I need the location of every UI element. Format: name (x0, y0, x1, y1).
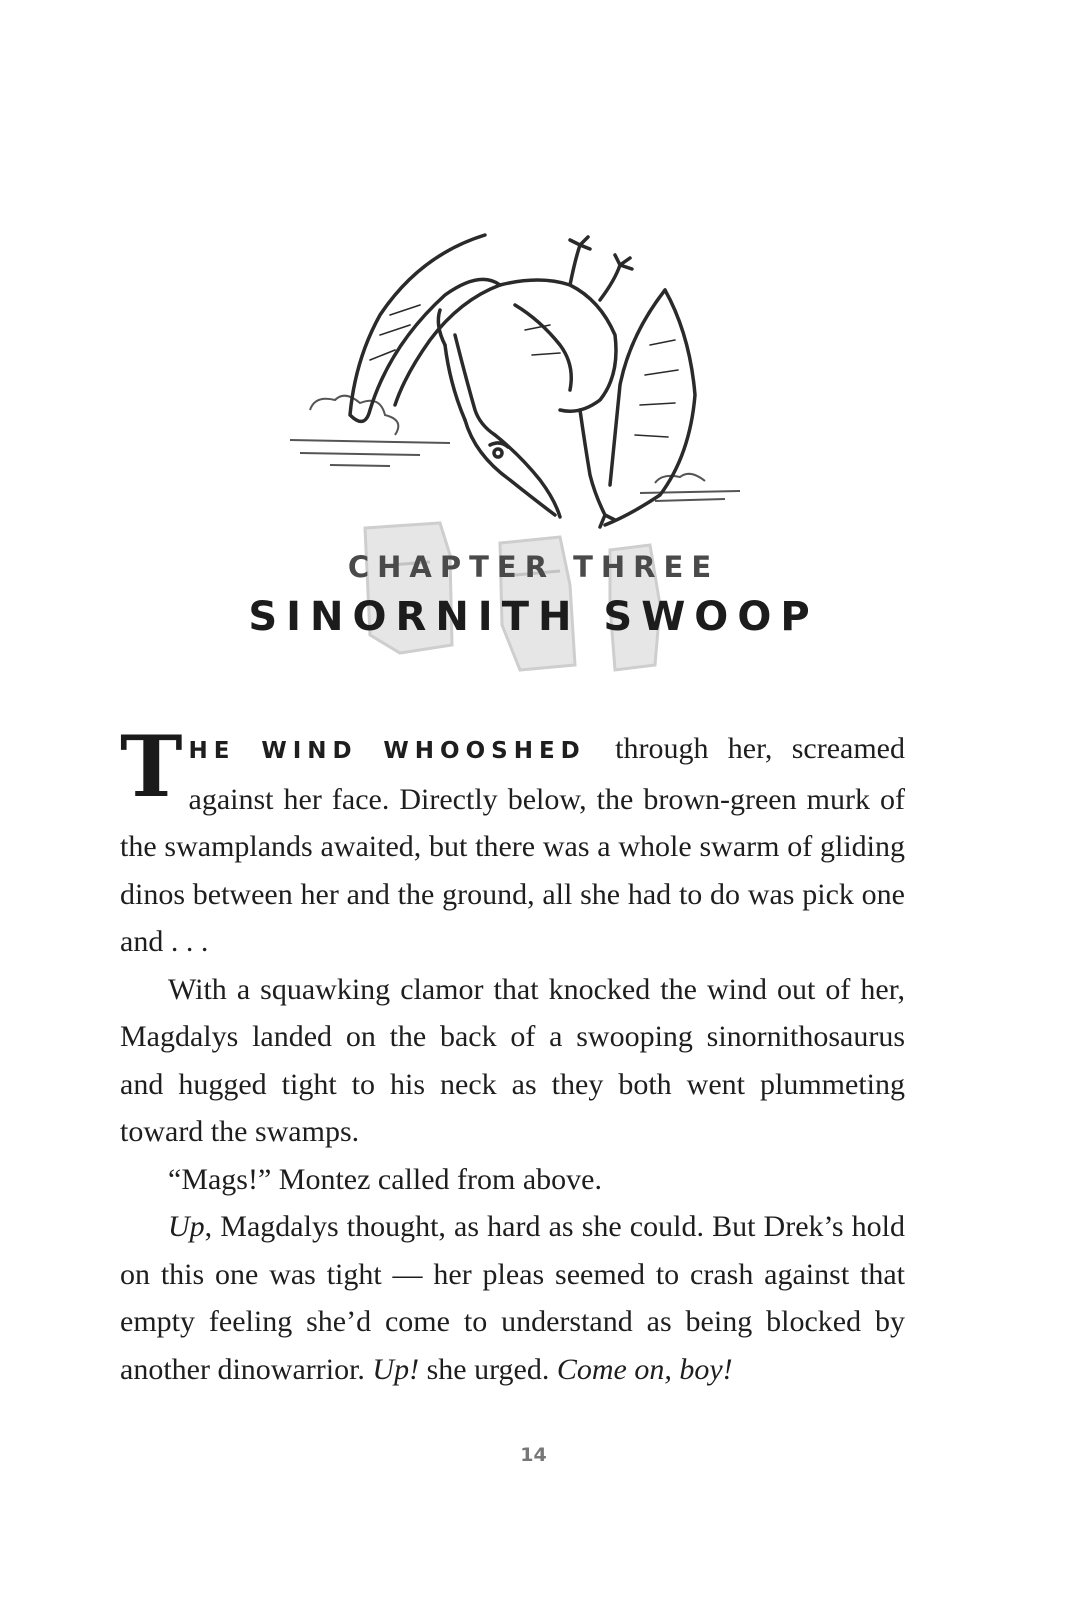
italic-up-exclaim: Up! (372, 1352, 420, 1386)
pterosaur-body (350, 235, 695, 527)
italic-up: Up (168, 1210, 205, 1243)
paragraph-4-text-1: , Magdalys thought, as hard as she could. But Drek’s hold on this one was tight — her pleas seemed to crash against that empty feeling she’d come to understand as being blocked by another dinowarrior. (120, 1210, 905, 1386)
page-number: 14 (520, 1444, 547, 1466)
paragraph-3: “Mags!” Montez called from above. (168, 1162, 602, 1196)
chapter-label: CHAPTER THREE (347, 550, 720, 584)
italic-come-on-boy: Come on, boy! (556, 1352, 733, 1386)
drop-cap: T (120, 717, 183, 816)
body-text (120, 717, 905, 1393)
paragraph-4-text-2: she urged. (426, 1352, 550, 1386)
chapter-title: SINORNITH SWOOP (248, 594, 819, 640)
paragraph-1-text: through her, screamed against her face. Directly below, the brown-green murk of the swamplands awaited, but there was a whole swarm of gliding dinos between her and the ground, all she had to do was pick one and . . . (120, 732, 905, 958)
paragraph-1 (120, 717, 905, 966)
lead-in-smallcaps: HE WIND WHOOSHED (188, 738, 586, 764)
paragraph-4 (120, 1203, 905, 1393)
paragraph-2: With a squawking clamor that knocked the wind out of her, Magdalys landed on the back of a swooping sinornithosaurus and hugged tight to his neck as they both went plummeting toward the swamps. (120, 972, 905, 1148)
